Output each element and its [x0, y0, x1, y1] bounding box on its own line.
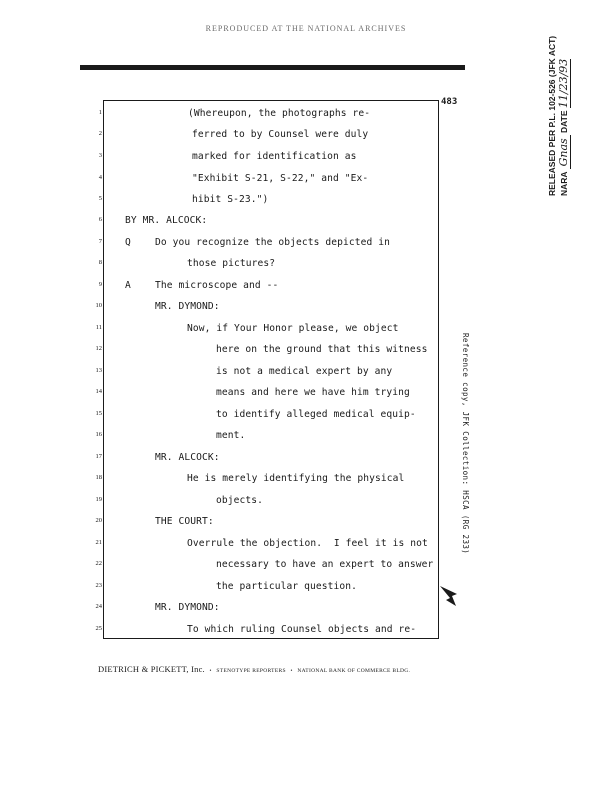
release-stamp-nara-line	[558, 36, 571, 196]
footer-bullet: •	[290, 668, 293, 674]
transcript-line: those pictures?	[187, 258, 276, 269]
reference-note: Reference copy, JFK Collection: HSCA (RG 233)	[461, 333, 470, 555]
line-number: 7	[98, 238, 102, 245]
reviewer-signature: Gnas	[558, 135, 571, 169]
line-number: 23	[95, 582, 102, 589]
transcript-line: ferred to by Counsel were duly	[192, 129, 369, 140]
line-number: 22	[95, 560, 102, 567]
transcript-line: means and here we have him trying	[216, 387, 410, 398]
line-number: 6	[98, 216, 102, 223]
transcript-line: hibit S-23.")	[192, 194, 269, 205]
answer-marker: A	[125, 280, 131, 291]
line-number: 17	[95, 453, 102, 460]
transcript-line: is not a medical expert by any	[216, 366, 393, 377]
line-number: 20	[95, 517, 102, 524]
transcript-line: (Whereupon, the photographs re-	[188, 108, 371, 119]
transcript-line: Do you recognize the objects depicted in	[155, 237, 391, 248]
line-number: 16	[95, 431, 102, 438]
line-number: 21	[95, 539, 102, 546]
footer-bullet: •	[209, 668, 212, 674]
line-number: 18	[95, 474, 102, 481]
transcript-line: to identify alleged medical equip-	[216, 409, 416, 420]
line-number: 13	[95, 367, 102, 374]
nara-label: NARA	[559, 171, 569, 196]
transcript-line: To which ruling Counsel objects and re-	[187, 624, 417, 635]
line-number: 8	[98, 259, 102, 266]
release-date: 11/23/93	[557, 58, 570, 109]
line-number: 1	[98, 109, 102, 116]
line-number: 24	[95, 603, 102, 610]
question-marker: Q	[125, 237, 131, 248]
line-number: 11	[95, 324, 102, 331]
reporter-footer	[98, 664, 410, 674]
line-number: 15	[95, 410, 102, 417]
firm-name: DIETRICH & PICKETT, Inc.	[98, 664, 205, 674]
archive-header: REPRODUCED AT THE NATIONAL ARCHIVES	[205, 24, 407, 33]
transcript-line: He is merely identifying the physical	[187, 473, 405, 484]
transcript-line: Overrule the objection. I feel it is not	[187, 538, 428, 549]
transcript-line: objects.	[216, 495, 264, 506]
line-number: 19	[95, 496, 102, 503]
transcript-line: "Exhibit S-21, S-22," and "Ex-	[192, 173, 369, 184]
line-number: 14	[95, 388, 102, 395]
transcript-line: THE COURT:	[155, 516, 214, 527]
release-stamp-line: RELEASED PER P.L. 102-526 (JFK ACT)	[547, 35, 557, 196]
transcript-line: The microscope and --	[155, 280, 279, 291]
transcript-line: ment.	[216, 430, 246, 441]
transcript-line: MR. DYMOND:	[155, 602, 220, 613]
transcript-line: Now, if Your Honor please, we object	[187, 323, 399, 334]
transcript-line: MR. DYMOND:	[155, 301, 220, 312]
transcript-line: necessary to have an expert to answer	[216, 559, 434, 570]
margin-arrow-icon	[438, 584, 460, 608]
line-number: 2	[98, 130, 102, 137]
transcript-line: the particular question.	[216, 581, 358, 592]
transcript-line: marked for identification as	[192, 151, 357, 162]
line-number: 9	[98, 281, 102, 288]
footer-service: STENOTYPE REPORTERS	[216, 668, 286, 674]
line-number: 4	[98, 174, 102, 181]
transcript-line: MR. ALCOCK:	[155, 452, 220, 463]
line-number: 12	[95, 345, 102, 352]
transcript-line: BY MR. ALCOCK:	[125, 215, 208, 226]
line-number: 3	[98, 152, 102, 159]
header-rule	[80, 65, 465, 70]
date-label: DATE	[559, 110, 569, 133]
line-number: 25	[95, 625, 102, 632]
release-stamp	[546, 36, 571, 196]
transcript-line: here on the ground that this witness	[216, 344, 428, 355]
line-number: 5	[98, 195, 102, 202]
page-number: 483	[441, 97, 458, 107]
line-number: 10	[95, 302, 102, 309]
footer-address: NATIONAL BANK OF COMMERCE BLDG.	[297, 668, 411, 674]
